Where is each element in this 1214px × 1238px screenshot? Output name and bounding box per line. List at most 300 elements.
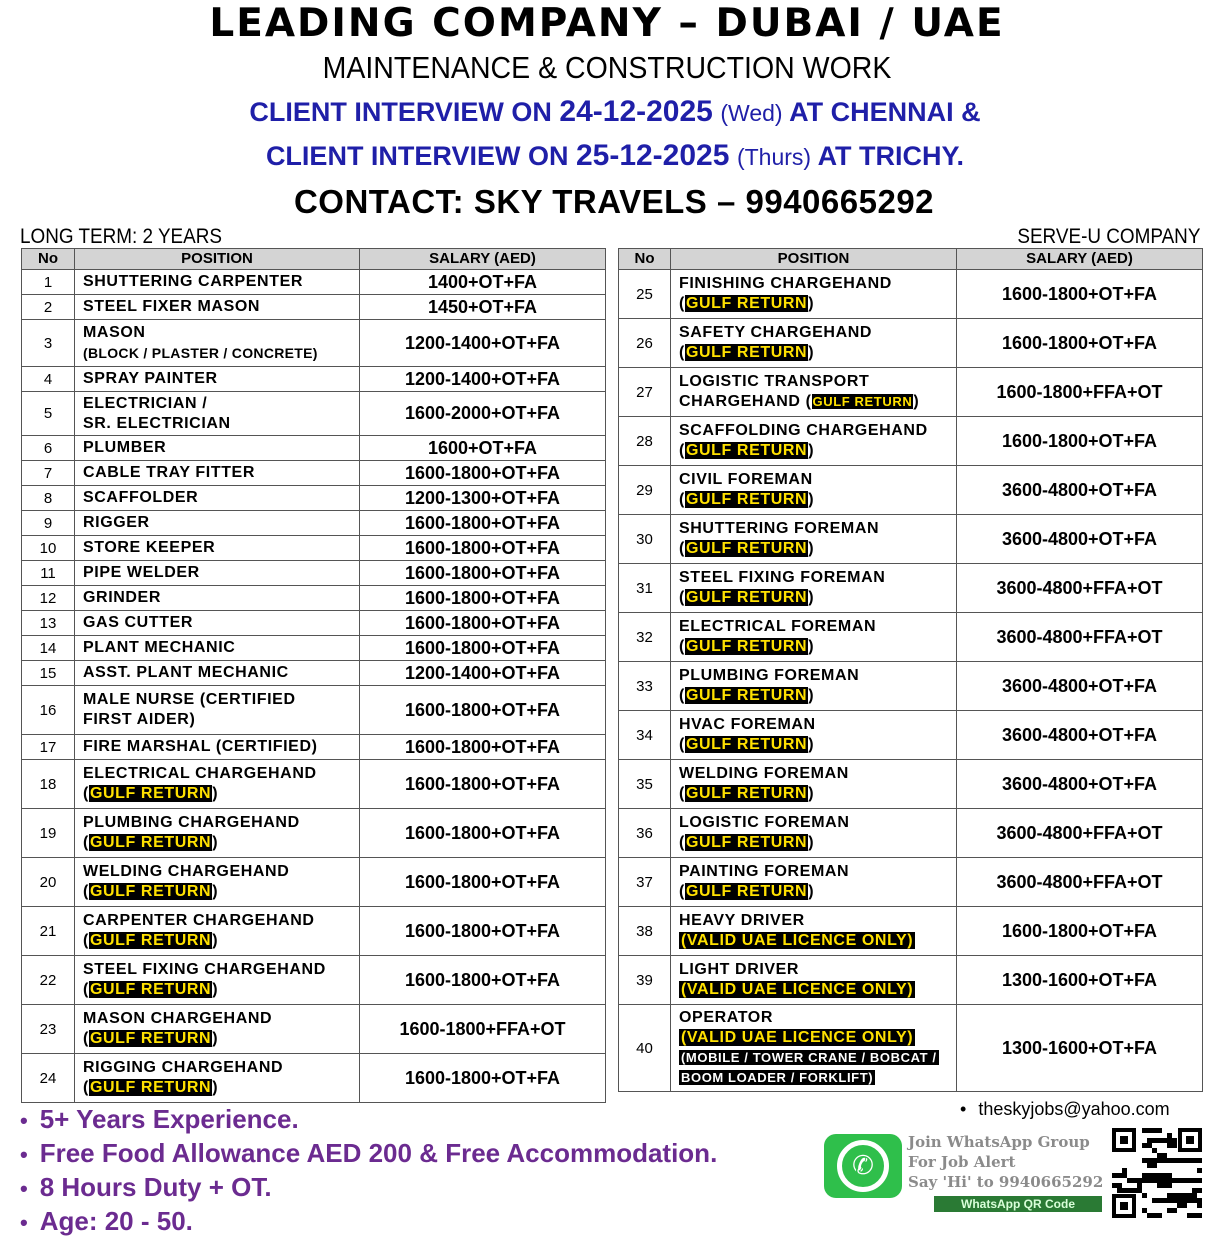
row-number: 31 <box>619 564 671 613</box>
row-position <box>75 561 360 586</box>
row-salary: 1600-1800+OT+FA <box>360 809 606 858</box>
row-number: 24 <box>22 1054 75 1103</box>
interview-line-trichy <box>0 139 1214 174</box>
position-name-line2: CHARGEHAND <box>679 393 801 410</box>
row-number: 9 <box>22 511 75 536</box>
row-salary: 1600-1800+OT+FA <box>360 511 606 536</box>
gulf-return-badge: GULF RETURN <box>685 540 808 557</box>
operator-type-line: BOOM LOADER / FORKLIFT) <box>681 1070 874 1085</box>
gulf-return-badge: GULF RETURN <box>89 785 212 802</box>
table-row <box>619 319 1203 368</box>
row-position <box>671 417 957 466</box>
table-row <box>22 735 606 760</box>
table-row <box>22 858 606 907</box>
row-number: 19 <box>22 809 75 858</box>
table-row <box>22 511 606 536</box>
row-number: 37 <box>619 858 671 907</box>
position-name: SCAFFOLDING CHARGEHAND <box>679 422 928 439</box>
row-number: 7 <box>22 461 75 486</box>
gulf-return-line: (GULF RETURN) <box>83 1030 219 1047</box>
row-position <box>671 564 957 613</box>
table-row <box>619 809 1203 858</box>
benefits-list <box>20 1103 717 1238</box>
gulf-return-badge: GULF RETURN <box>685 491 808 508</box>
row-position <box>75 686 360 735</box>
row-number: 35 <box>619 760 671 809</box>
header-salary: SALARY (AED) <box>957 249 1203 270</box>
gulf-return-line: (GULF RETURN) <box>83 785 219 802</box>
whatsapp-card[interactable] <box>822 1130 1104 1214</box>
position-name: ELECTRICIAN / <box>83 394 208 412</box>
position-name-line2: SR. ELECTRICIAN <box>83 414 231 432</box>
row-salary: 3600-4800+FFA+OT <box>957 613 1203 662</box>
position-title <box>83 588 359 608</box>
row-salary: 1600-1800+OT+FA <box>360 1054 606 1103</box>
table-row <box>22 295 606 320</box>
row-number: 12 <box>22 586 75 611</box>
table-row <box>22 636 606 661</box>
row-number: 27 <box>619 368 671 417</box>
operator-type-line: (MOBILE / TOWER CRANE / BOBCAT / <box>681 1050 937 1065</box>
position-title <box>679 862 956 882</box>
row-position <box>671 809 957 858</box>
table-row <box>619 613 1203 662</box>
table-row <box>22 686 606 735</box>
position-name: STEEL FIXING FOREMAN <box>679 569 886 586</box>
position-name: GAS CUTTER <box>83 614 193 631</box>
table-row <box>619 760 1203 809</box>
gulf-return-badge: GULF RETURN <box>89 1030 212 1047</box>
row-position <box>75 735 360 760</box>
position-name: LOGISTIC FOREMAN <box>679 814 850 831</box>
position-title <box>83 1009 359 1029</box>
position-name: SHUTTERING CARPENTER <box>83 273 304 290</box>
row-position <box>671 1005 957 1092</box>
position-name: HEAVY DRIVER <box>679 912 805 929</box>
gulf-return-badge: GULF RETURN <box>89 834 212 851</box>
row-position <box>75 461 360 486</box>
row-number: 1 <box>22 270 75 295</box>
interview-day: (Wed) <box>720 100 783 126</box>
gulf-return-line: (GULF RETURN) <box>679 687 815 704</box>
gulf-return-line: (GULF RETURN) <box>83 883 219 900</box>
row-salary: 1400+OT+FA <box>360 270 606 295</box>
position-title-line2: CHARGEHAND (GULF RETURN) <box>679 393 920 410</box>
gulf-return-line: (GULF RETURN) <box>679 344 815 361</box>
table-row <box>22 760 606 809</box>
benefit-item: • Age: 20 - 50. <box>20 1205 717 1238</box>
long-term-label: LONG TERM: 2 YEARS <box>20 225 223 248</box>
row-position <box>671 662 957 711</box>
row-salary: 1600-1800+OT+FA <box>360 561 606 586</box>
benefit-item: • 5+ Years Experience. <box>20 1103 717 1137</box>
row-salary: 1600-1800+OT+FA <box>360 536 606 561</box>
gulf-return-line: (GULF RETURN) <box>679 785 815 802</box>
licence-requirement <box>679 980 956 1000</box>
position-name: STEEL FIXING CHARGEHAND <box>83 961 326 978</box>
row-position <box>671 711 957 760</box>
position-title <box>679 519 956 539</box>
row-salary: 1200-1400+OT+FA <box>360 320 606 367</box>
position-name: RIGGING CHARGEHAND <box>83 1059 284 1076</box>
position-title <box>83 297 359 317</box>
table-row <box>619 956 1203 1005</box>
table-row <box>22 270 606 295</box>
gulf-return-badge: GULF RETURN <box>89 981 212 998</box>
header-salary: SALARY (AED) <box>360 249 606 270</box>
position-name: ASST. PLANT MECHANIC <box>83 664 289 681</box>
position-name: SCAFFOLDER <box>83 489 199 506</box>
table-row <box>22 907 606 956</box>
gulf-return-badge: GULF RETURN <box>89 883 212 900</box>
position-title <box>679 1008 956 1028</box>
row-salary: 1600-1800+OT+FA <box>360 956 606 1005</box>
whatsapp-icon: ✆ <box>824 1134 902 1198</box>
position-title <box>679 568 956 588</box>
interview-location: AT TRICHY. <box>817 141 965 171</box>
position-name: STEEL FIXER MASON <box>83 298 261 315</box>
position-title <box>83 563 359 583</box>
position-name: LOGISTIC TRANSPORT <box>679 373 870 390</box>
row-position <box>671 515 957 564</box>
position-title <box>83 1058 359 1078</box>
table-row <box>22 392 606 436</box>
gulf-return-line: (GULF RETURN) <box>679 491 815 508</box>
whatsapp-qr-label: WhatsApp QR Code <box>934 1196 1102 1212</box>
position-name: PLUMBING FOREMAN <box>679 667 860 684</box>
table-row <box>22 1005 606 1054</box>
position-title <box>83 513 359 533</box>
row-salary: 1600-1800+OT+FA <box>360 735 606 760</box>
row-number: 10 <box>22 536 75 561</box>
position-name: WELDING FOREMAN <box>679 765 849 782</box>
page-subtitle: MAINTENANCE & CONSTRUCTION WORK <box>322 50 892 85</box>
row-number: 6 <box>22 436 75 461</box>
table-row <box>619 417 1203 466</box>
jobs-table-right <box>618 248 1203 1092</box>
row-salary: 1600-1800+FFA+OT <box>360 1005 606 1054</box>
row-number: 17 <box>22 735 75 760</box>
valid-licence-badge: (VALID UAE LICENCE ONLY) <box>681 981 914 998</box>
header-position: POSITION <box>671 249 957 270</box>
table-row <box>619 662 1203 711</box>
row-salary: 1200-1400+OT+FA <box>360 661 606 686</box>
row-position <box>75 636 360 661</box>
table-row <box>22 956 606 1005</box>
row-salary: 3600-4800+OT+FA <box>957 515 1203 564</box>
row-number: 38 <box>619 907 671 956</box>
row-position <box>75 586 360 611</box>
row-number: 20 <box>22 858 75 907</box>
row-salary: 3600-4800+FFA+OT <box>957 564 1203 613</box>
position-title <box>83 690 359 710</box>
table-row <box>619 466 1203 515</box>
licence-requirement <box>679 931 956 951</box>
position-title <box>83 394 359 414</box>
row-position <box>75 611 360 636</box>
position-title <box>83 911 359 931</box>
gulf-return-line: (GULF RETURN) <box>83 932 219 949</box>
table-row <box>619 564 1203 613</box>
position-title <box>83 737 359 757</box>
position-name: ELECTRICAL CHARGEHAND <box>83 765 317 782</box>
position-name: HVAC FOREMAN <box>679 716 816 733</box>
row-number: 34 <box>619 711 671 760</box>
position-title <box>83 369 359 389</box>
row-position <box>75 536 360 561</box>
position-name: ELECTRICAL FOREMAN <box>679 618 877 635</box>
licence-requirement <box>679 1028 956 1048</box>
row-salary: 1600-1800+OT+FA <box>360 636 606 661</box>
table-row <box>619 711 1203 760</box>
position-title <box>83 613 359 633</box>
row-number: 8 <box>22 486 75 511</box>
position-title <box>679 813 956 833</box>
position-name: WELDING CHARGEHAND <box>83 863 290 880</box>
whatsapp-line3: Say 'Hi' to 9940665292 <box>908 1173 1104 1191</box>
position-title <box>83 960 359 980</box>
position-title <box>83 438 359 458</box>
row-salary: 1300-1600+OT+FA <box>957 1005 1203 1092</box>
row-salary: 1600-1800+OT+FA <box>360 907 606 956</box>
row-salary: 1300-1600+OT+FA <box>957 956 1203 1005</box>
row-number: 26 <box>619 319 671 368</box>
position-title <box>83 663 359 683</box>
operator-types <box>679 1068 956 1088</box>
row-salary: 1600-1800+OT+FA <box>360 586 606 611</box>
position-name: PLANT MECHANIC <box>83 639 236 656</box>
row-salary: 1450+OT+FA <box>360 295 606 320</box>
position-title <box>679 911 956 931</box>
company-label: SERVE-U COMPANY <box>1016 225 1200 248</box>
row-position <box>75 1005 360 1054</box>
row-salary: 1200-1400+OT+FA <box>360 367 606 392</box>
gulf-return-badge: GULF RETURN <box>685 589 808 606</box>
row-number: 32 <box>619 613 671 662</box>
position-title <box>679 470 956 490</box>
table-row <box>22 367 606 392</box>
row-salary: 1200-1300+OT+FA <box>360 486 606 511</box>
position-title <box>83 764 359 784</box>
row-number: 15 <box>22 661 75 686</box>
page-title: LEADING COMPANY – DUBAI / UAE <box>209 1 1005 46</box>
position-name: PIPE WELDER <box>83 564 200 581</box>
row-number: 4 <box>22 367 75 392</box>
row-salary: 3600-4800+OT+FA <box>957 711 1203 760</box>
table-row <box>22 611 606 636</box>
row-number: 29 <box>619 466 671 515</box>
position-name: CABLE TRAY FITTER <box>83 464 255 481</box>
table-header-row <box>22 249 606 270</box>
row-position <box>75 486 360 511</box>
row-number: 14 <box>22 636 75 661</box>
gulf-return-badge: GULF RETURN <box>685 785 808 802</box>
valid-licence-badge: (VALID UAE LICENCE ONLY) <box>681 1029 914 1046</box>
table-row <box>22 536 606 561</box>
position-title <box>679 764 956 784</box>
gulf-return-line: (GULF RETURN) <box>83 1079 219 1096</box>
interview-prefix: CLIENT INTERVIEW ON <box>249 97 560 127</box>
header-no: No <box>619 249 671 270</box>
position-name: PLUMBER <box>83 439 167 456</box>
row-salary: 1600-1800+OT+FA <box>360 461 606 486</box>
row-number: 11 <box>22 561 75 586</box>
interview-date: 25-12-2025 <box>575 139 730 172</box>
row-position <box>671 858 957 907</box>
row-salary: 3600-4800+OT+FA <box>957 662 1203 711</box>
table-row <box>619 270 1203 319</box>
gulf-return-line: (GULF RETURN) <box>83 981 219 998</box>
position-title-line2 <box>83 414 359 434</box>
row-position <box>75 295 360 320</box>
row-position <box>75 907 360 956</box>
row-number: 3 <box>22 320 75 367</box>
row-number: 13 <box>22 611 75 636</box>
position-title-line2 <box>83 710 359 730</box>
gulf-return-line: (GULF RETURN) <box>679 638 815 655</box>
row-salary: 1600-1800+OT+FA <box>360 858 606 907</box>
contact-email[interactable]: • theskyjobs@yahoo.com <box>960 1097 1170 1121</box>
row-position <box>671 270 957 319</box>
row-position <box>75 511 360 536</box>
table-header-row <box>619 249 1203 270</box>
row-salary: 1600+OT+FA <box>360 436 606 461</box>
gulf-return-badge: GULF RETURN <box>685 834 808 851</box>
contact-line: CONTACT: SKY TRAVELS – 9940665292 <box>293 183 935 220</box>
position-name: CARPENTER CHARGEHAND <box>83 912 315 929</box>
interview-location: AT CHENNAI & <box>789 97 981 127</box>
position-title <box>83 488 359 508</box>
position-name: MASON CHARGEHAND <box>83 1010 273 1027</box>
row-salary: 1600-1800+OT+FA <box>360 611 606 636</box>
table-row <box>22 661 606 686</box>
interview-date: 24-12-2025 <box>559 95 713 128</box>
row-salary: 1600-1800+OT+FA <box>957 319 1203 368</box>
whatsapp-line1: Join WhatsApp Group <box>908 1133 1090 1151</box>
row-position <box>75 760 360 809</box>
row-salary: 3600-4800+OT+FA <box>957 760 1203 809</box>
gulf-return-badge: GULF RETURN <box>89 1079 212 1096</box>
gulf-return-badge: GULF RETURN <box>685 638 808 655</box>
gulf-return-line: (GULF RETURN) <box>679 736 815 753</box>
row-position <box>671 760 957 809</box>
header-position: POSITION <box>75 249 360 270</box>
row-salary: 1600-1800+FFA+OT <box>957 368 1203 417</box>
position-title <box>83 862 359 882</box>
gulf-return-badge: GULF RETURN <box>685 883 808 900</box>
gulf-return-line: (GULF RETURN) <box>83 834 219 851</box>
position-title <box>83 538 359 558</box>
row-position <box>75 858 360 907</box>
row-salary: 1600-1800+OT+FA <box>957 270 1203 319</box>
position-title <box>679 372 956 392</box>
row-position <box>75 809 360 858</box>
whatsapp-line2: For Job Alert <box>908 1153 1016 1171</box>
operator-types <box>679 1048 956 1068</box>
row-position <box>75 661 360 686</box>
position-name-line2: FIRST AIDER) <box>83 711 196 728</box>
row-position <box>671 907 957 956</box>
row-number: 30 <box>619 515 671 564</box>
position-name: SPRAY PAINTER <box>83 370 218 387</box>
position-title <box>83 638 359 658</box>
position-name: MASON <box>83 324 146 341</box>
table-row <box>22 809 606 858</box>
position-name: PAINTING FOREMAN <box>679 863 850 880</box>
interview-prefix: CLIENT INTERVIEW ON <box>265 141 576 171</box>
position-title <box>679 960 956 980</box>
row-position <box>75 320 360 367</box>
table-row <box>22 1054 606 1103</box>
position-name: MALE NURSE (CERTIFIED <box>83 691 296 708</box>
position-name: SHUTTERING FOREMAN <box>679 520 880 537</box>
row-salary: 1600-1800+OT+FA <box>360 760 606 809</box>
row-position <box>75 367 360 392</box>
row-number: 25 <box>619 270 671 319</box>
table-row <box>22 561 606 586</box>
row-position <box>671 613 957 662</box>
table-row <box>619 368 1203 417</box>
row-number: 39 <box>619 956 671 1005</box>
interview-line-chennai <box>0 95 1214 130</box>
position-detail: (BLOCK / PLASTER / CONCRETE) <box>83 345 318 361</box>
gulf-return-line: (GULF RETURN) <box>679 589 815 606</box>
table-row <box>619 858 1203 907</box>
valid-licence-badge: (VALID UAE LICENCE ONLY) <box>681 932 914 949</box>
gulf-return-line: (GULF RETURN) <box>679 295 815 312</box>
row-salary: 1600-1800+OT+FA <box>957 417 1203 466</box>
position-name: FINISHING CHARGEHAND <box>679 275 892 292</box>
position-title <box>679 715 956 735</box>
position-title <box>679 421 956 441</box>
qr-code-icon[interactable] <box>1112 1128 1202 1218</box>
gulf-return-badge: GULF RETURN <box>685 295 808 312</box>
position-name: LIGHT DRIVER <box>679 961 800 978</box>
row-salary: 3600-4800+OT+FA <box>957 466 1203 515</box>
benefit-item: • 8 Hours Duty + OT. <box>20 1171 717 1205</box>
position-name: FIRE MARSHAL (CERTIFIED) <box>83 738 318 755</box>
row-number: 40 <box>619 1005 671 1092</box>
table-row <box>22 486 606 511</box>
position-title <box>83 323 359 343</box>
row-number: 18 <box>22 760 75 809</box>
row-salary: 3600-4800+FFA+OT <box>957 858 1203 907</box>
position-name: OPERATOR <box>679 1009 773 1026</box>
position-title <box>83 463 359 483</box>
benefit-item: • Free Food Allowance AED 200 & Free Accommodation. <box>20 1137 717 1171</box>
interview-day: (Thurs) <box>736 144 812 170</box>
position-title <box>83 272 359 292</box>
position-name: GRINDER <box>83 589 161 606</box>
jobs-table-left <box>21 248 606 1103</box>
gulf-return-badge: GULF RETURN <box>812 394 913 409</box>
row-number: 36 <box>619 809 671 858</box>
row-position <box>75 956 360 1005</box>
row-salary: 1600-2000+OT+FA <box>360 392 606 436</box>
position-name: CIVIL FOREMAN <box>679 471 813 488</box>
gulf-return-line: (GULF RETURN) <box>679 883 815 900</box>
table-row <box>619 907 1203 956</box>
table-row <box>22 586 606 611</box>
position-name: PLUMBING CHARGEHAND <box>83 814 300 831</box>
row-position <box>671 319 957 368</box>
gulf-return-badge: GULF RETURN <box>685 442 808 459</box>
gulf-return-line: (GULF RETURN) <box>679 540 815 557</box>
row-position <box>75 1054 360 1103</box>
position-title <box>679 617 956 637</box>
position-title <box>679 666 956 686</box>
row-number: 21 <box>22 907 75 956</box>
